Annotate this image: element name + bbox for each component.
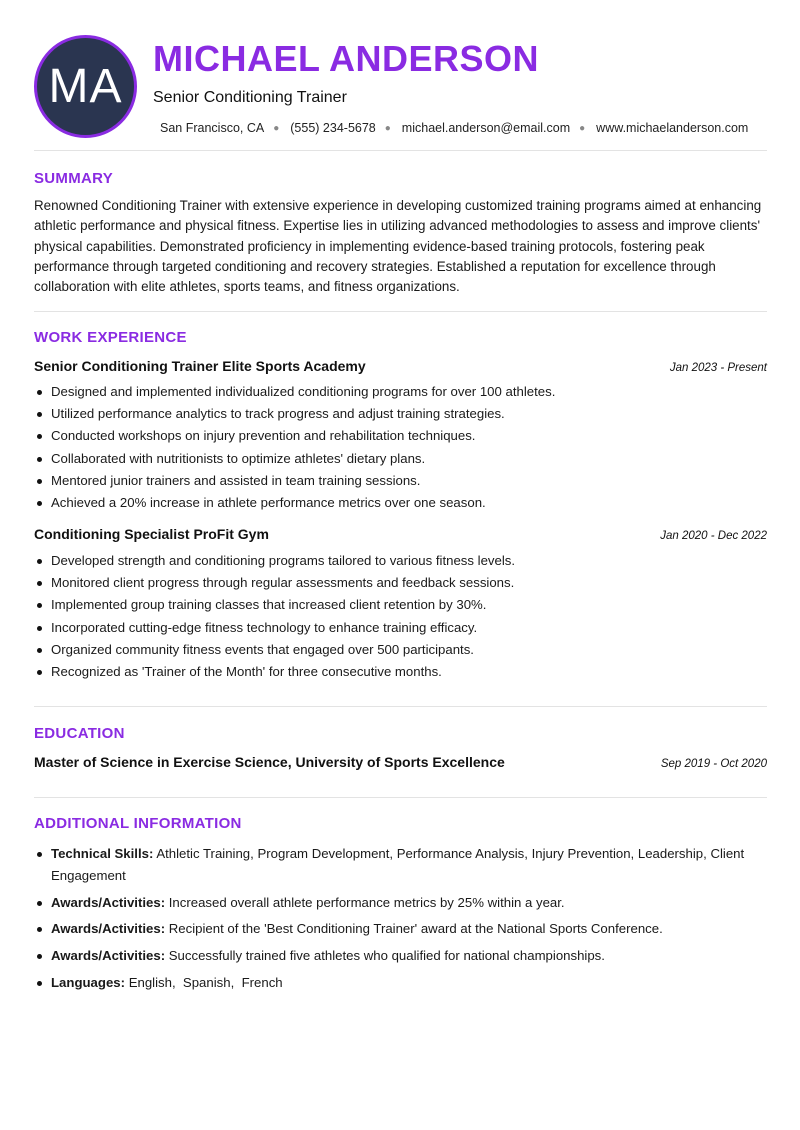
list-item: Monitored client progress through regular assessments and feedback sessions. <box>34 572 767 594</box>
list-item <box>34 892 767 914</box>
list-item: Implemented group training classes that increased client retention by 30%. <box>34 594 767 616</box>
list-item <box>34 843 767 887</box>
summary-heading: SUMMARY <box>34 170 114 187</box>
job-role: Senior Conditioning Trainer Elite Sports Academy <box>34 358 366 374</box>
item-label: Technical Skills: <box>51 846 154 861</box>
item-text: Successfully trained five athletes who qualified for national championships. <box>168 947 605 963</box>
job-bullets <box>34 550 767 683</box>
contact-website: www.michaelanderson.com <box>596 121 749 135</box>
list-item <box>34 972 767 994</box>
item-label: Awards/Activities: <box>51 921 166 937</box>
job-bullets <box>34 381 767 514</box>
item-label: Awards/Activities: <box>51 947 166 963</box>
item-text: Athletic Training, Program Development, Performance Analysis, Injury Prevention, Leadership, Client Engagement <box>51 846 745 884</box>
contact-phone: (555) 234-5678 <box>290 121 376 135</box>
separator-dot-icon: ● <box>273 122 280 134</box>
divider <box>34 311 767 312</box>
job-header <box>34 358 767 374</box>
list-item: Achieved a 20% increase in athlete performance metrics over one season. <box>34 492 767 514</box>
list-item: Collaborated with nutritionists to optimize athletes' dietary plans. <box>34 448 767 470</box>
list-item <box>34 918 767 940</box>
education-row <box>34 754 767 770</box>
job-dates: Jan 2020 - Dec 2022 <box>660 530 767 542</box>
item-text: Increased overall athlete performance metrics by 25% within a year. <box>168 894 565 910</box>
separator-dot-icon: ● <box>384 122 391 134</box>
education-heading: EDUCATION <box>34 725 125 742</box>
summary-text: Renowned Conditioning Trainer with extensive experience in developing customized training programs aimed at enhancing athletic performance and physical fitness. Expertise lies in utilizing advanced methodologies to assess and improve clients' physical capabilities. Demonstrated proficiency in implementing evidence-based training protocols, fostering peak performance through targeted conditioning and recovery strategies. Established a reputation for excellence through collaboration with elite athletes, sports teams, and fitness organizations. <box>34 198 762 295</box>
education-degree: Master of Science in Exercise Science, University of Sports Excellence <box>34 754 505 770</box>
contact-line <box>160 121 748 135</box>
list-item: Conducted workshops on injury prevention and rehabilitation techniques. <box>34 425 767 447</box>
list-item <box>34 945 767 967</box>
divider <box>34 150 767 151</box>
separator-dot-icon: ● <box>579 122 586 134</box>
list-item: Recognized as 'Trainer of the Month' for three consecutive months. <box>34 661 767 683</box>
divider <box>34 706 767 707</box>
list-item: Designed and implemented individualized conditioning programs for over 100 athletes. <box>34 381 767 403</box>
contact-email: michael.anderson@email.com <box>401 121 571 135</box>
education-dates: Sep 2019 - Oct 2020 <box>660 758 767 770</box>
experience-heading: WORK EXPERIENCE <box>34 329 187 346</box>
avatar <box>34 35 137 138</box>
list-item: Incorporated cutting-edge fitness technology to enhance training efficacy. <box>34 617 767 639</box>
divider <box>34 797 767 798</box>
job-role: Conditioning Specialist ProFit Gym <box>34 526 269 542</box>
list-item: Utilized performance analytics to track progress and adjust training strategies. <box>34 403 767 425</box>
list-item: Mentored junior trainers and assisted in team training sessions. <box>34 470 767 492</box>
item-label: Languages: <box>51 974 126 990</box>
job-dates: Jan 2023 - Present <box>669 362 767 374</box>
job-header <box>34 526 767 542</box>
item-label: Awards/Activities: <box>51 894 166 910</box>
avatar-initials: MA <box>48 60 123 113</box>
additional-heading: ADDITIONAL INFORMATION <box>34 815 242 832</box>
contact-location: San Francisco, CA <box>160 121 265 135</box>
candidate-name: MICHAEL ANDERSON <box>153 38 540 79</box>
additional-list <box>34 843 767 998</box>
item-text: Recipient of the 'Best Conditioning Trainer' award at the National Sports Conference. <box>168 921 663 937</box>
list-item: Organized community fitness events that engaged over 500 participants. <box>34 639 767 661</box>
list-item: Developed strength and conditioning programs tailored to various fitness levels. <box>34 550 767 572</box>
candidate-title: Senior Conditioning Trainer <box>153 89 347 106</box>
item-text: English, Spanish, French <box>128 974 283 990</box>
